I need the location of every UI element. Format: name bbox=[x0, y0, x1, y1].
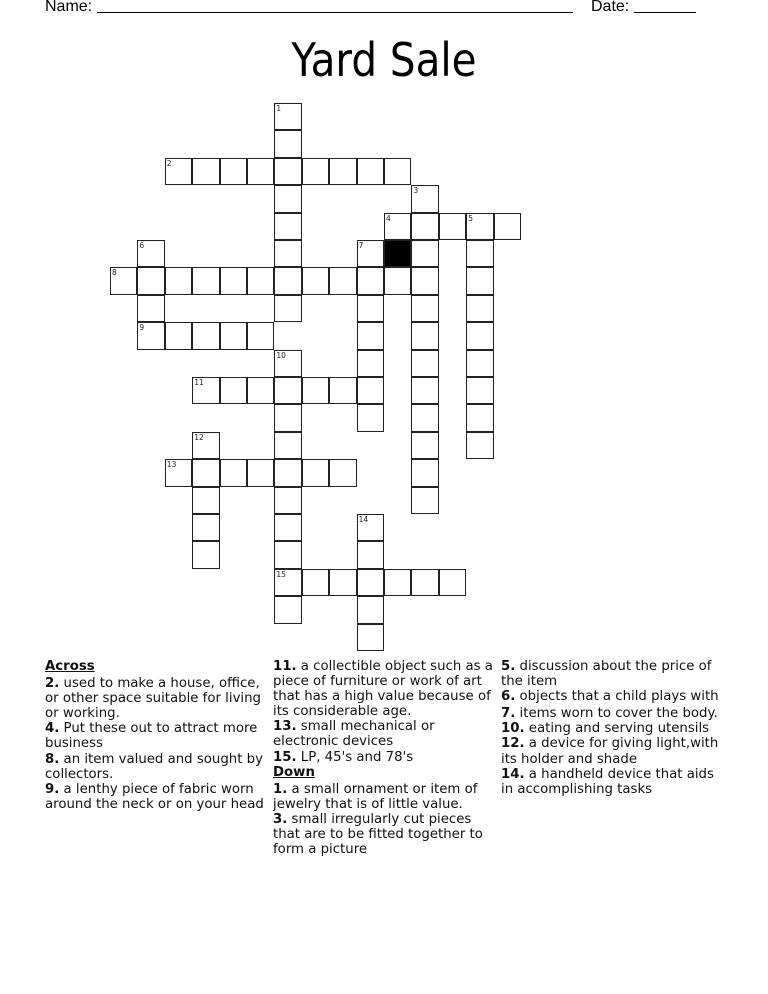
grid-cell[interactable] bbox=[384, 213, 411, 240]
grid-cell[interactable] bbox=[439, 569, 466, 596]
grid-cell[interactable] bbox=[357, 624, 384, 651]
grid-cell[interactable] bbox=[466, 295, 493, 322]
clue-across-8: 8. an item valued and sought by collectors. bbox=[45, 751, 263, 782]
clue-number: 15 bbox=[276, 569, 286, 579]
grid-cell[interactable] bbox=[220, 322, 247, 349]
clue-down-6: 6. objects that a child plays with bbox=[501, 689, 719, 705]
grid-cell[interactable] bbox=[357, 404, 384, 431]
grid-cell[interactable] bbox=[274, 185, 301, 212]
grid-cell[interactable] bbox=[192, 541, 219, 568]
grid-cell[interactable] bbox=[357, 158, 384, 185]
grid-cell[interactable] bbox=[439, 213, 466, 240]
clue-number: 9 bbox=[139, 323, 145, 333]
grid-cell[interactable] bbox=[384, 158, 411, 185]
grid-cell[interactable] bbox=[466, 377, 493, 404]
grid-cell[interactable] bbox=[411, 322, 438, 349]
grid-cell[interactable] bbox=[302, 377, 329, 404]
grid-cell[interactable] bbox=[220, 267, 247, 294]
grid-cell[interactable] bbox=[411, 267, 438, 294]
grid-cell[interactable] bbox=[274, 103, 301, 130]
clue-down-1: 1. a small ornament or item of jewelry that is of little value. bbox=[273, 781, 478, 812]
grid-cell[interactable] bbox=[165, 459, 192, 486]
grid-cell[interactable] bbox=[466, 350, 493, 377]
clues-column-3 bbox=[501, 659, 729, 797]
grid-cell[interactable] bbox=[357, 240, 384, 267]
clue-across-11: 11. a collectible object such as a piece of furniture or work of art that has a high value because of its considerable age. bbox=[273, 659, 493, 720]
grid-cell[interactable] bbox=[274, 130, 301, 157]
grid-cell[interactable] bbox=[302, 267, 329, 294]
clues-column-2 bbox=[273, 659, 501, 857]
grid-cell[interactable] bbox=[247, 267, 274, 294]
grid-cell[interactable] bbox=[411, 213, 438, 240]
clue-number: 12 bbox=[194, 432, 204, 442]
grid-cell[interactable] bbox=[357, 596, 384, 623]
clue-number: 10 bbox=[276, 350, 286, 360]
grid-cell[interactable] bbox=[384, 267, 411, 294]
grid-cell[interactable] bbox=[220, 459, 247, 486]
grid-cell[interactable] bbox=[192, 158, 219, 185]
page-title: Yard Sale bbox=[291, 33, 477, 87]
grid-cell[interactable] bbox=[165, 158, 192, 185]
grid-cell[interactable] bbox=[329, 158, 356, 185]
clue-down-7: 7. items worn to cover the body. bbox=[501, 706, 718, 722]
grid-cell[interactable] bbox=[411, 459, 438, 486]
grid-cell[interactable] bbox=[411, 569, 438, 596]
grid-cell[interactable] bbox=[274, 404, 301, 431]
grid-cell[interactable] bbox=[329, 459, 356, 486]
grid-cell[interactable] bbox=[192, 432, 219, 459]
grid-cell[interactable] bbox=[411, 432, 438, 459]
clue-number: 11 bbox=[194, 378, 204, 387]
clue-number: 4 bbox=[386, 213, 391, 223]
grid-cell[interactable] bbox=[411, 377, 438, 404]
grid-cell[interactable] bbox=[357, 514, 384, 541]
name-label: Name: bbox=[45, 0, 93, 15]
grid-cell[interactable] bbox=[192, 459, 219, 486]
grid-cell[interactable] bbox=[357, 569, 384, 596]
grid-cell[interactable] bbox=[411, 185, 438, 212]
grid-cell[interactable] bbox=[192, 267, 219, 294]
clue-down-3: 3. small irregularly cut pieces that are to be fitted together to form a picture bbox=[273, 811, 483, 858]
clue-down-14: 14. a handheld device that aids in accomplishing tasks bbox=[501, 766, 714, 797]
clue-across-9: 9. a lenthy piece of fabric worn around the neck or on your head bbox=[45, 781, 264, 812]
grid-cell[interactable] bbox=[220, 377, 247, 404]
grid-cell[interactable] bbox=[329, 267, 356, 294]
grid-cell[interactable] bbox=[411, 487, 438, 514]
grid-cell[interactable] bbox=[411, 404, 438, 431]
grid-cell[interactable] bbox=[274, 295, 301, 322]
grid-cell[interactable] bbox=[137, 322, 164, 349]
grid-cell[interactable] bbox=[274, 459, 301, 486]
clue-down-5: 5. discussion about the price of the item bbox=[501, 659, 712, 690]
grid-cell[interactable] bbox=[357, 541, 384, 568]
grid-cell[interactable] bbox=[192, 322, 219, 349]
grid-cell[interactable] bbox=[274, 213, 301, 240]
grid-cell[interactable] bbox=[274, 267, 301, 294]
grid-cell[interactable] bbox=[192, 377, 219, 404]
grid-cell[interactable] bbox=[274, 158, 301, 185]
grid-cell[interactable] bbox=[466, 240, 493, 267]
grid-cell[interactable] bbox=[274, 487, 301, 514]
grid-cell[interactable] bbox=[165, 322, 192, 349]
clue-number: 14 bbox=[358, 515, 369, 524]
grid-cell[interactable] bbox=[411, 240, 438, 267]
clue-number: 8 bbox=[112, 268, 117, 278]
grid-cell[interactable] bbox=[411, 350, 438, 377]
grid-cell[interactable] bbox=[110, 267, 137, 294]
grid-cell[interactable] bbox=[137, 240, 164, 267]
grid-cell[interactable] bbox=[466, 213, 493, 240]
grid-cell[interactable] bbox=[274, 432, 301, 459]
grid-cell[interactable] bbox=[274, 240, 301, 267]
grid-cell[interactable] bbox=[302, 569, 329, 596]
grid-cell[interactable] bbox=[466, 267, 493, 294]
clue-number: 3 bbox=[413, 186, 419, 196]
clue-across-15: 15. LP, 45's and 78's bbox=[273, 749, 414, 765]
clue-number: 13 bbox=[166, 460, 177, 470]
grid-cell[interactable] bbox=[220, 158, 247, 185]
grid-cell[interactable] bbox=[137, 295, 164, 322]
grid-cell[interactable] bbox=[357, 350, 384, 377]
grid-cell[interactable] bbox=[329, 569, 356, 596]
grid-cell[interactable] bbox=[247, 459, 274, 486]
grid-cell[interactable] bbox=[302, 459, 329, 486]
clue-number: 5 bbox=[468, 213, 473, 223]
clues-column-1 bbox=[45, 659, 273, 812]
grid-cell[interactable] bbox=[357, 267, 384, 294]
grid-cell[interactable] bbox=[411, 295, 438, 322]
clue-number: 7 bbox=[358, 241, 364, 250]
grid-cell[interactable] bbox=[466, 404, 493, 431]
grid-cell[interactable] bbox=[466, 432, 493, 459]
grid-cell[interactable] bbox=[247, 322, 274, 349]
grid-cell[interactable] bbox=[302, 158, 329, 185]
grid-cell[interactable] bbox=[274, 514, 301, 541]
grid-cell[interactable] bbox=[494, 213, 521, 240]
grid-cell[interactable] bbox=[274, 596, 301, 623]
grid-cell[interactable] bbox=[274, 541, 301, 568]
grid-cell[interactable] bbox=[274, 377, 301, 404]
grid-cell[interactable] bbox=[192, 487, 219, 514]
clue-across-13: 13. small mechanical or electronic devices bbox=[273, 719, 435, 750]
clue-across-4: 4. Put these out to attract more business bbox=[45, 721, 258, 752]
clue-across-2: 2. used to make a house, office, or other space suitable for living or working. bbox=[45, 676, 261, 722]
clue-number: 2 bbox=[166, 158, 172, 168]
grid-cell[interactable] bbox=[357, 322, 384, 349]
grid-cell[interactable] bbox=[137, 267, 164, 294]
grid-cell[interactable] bbox=[466, 322, 493, 349]
down-heading: Down bbox=[273, 764, 315, 780]
date-label: Date: bbox=[591, 0, 630, 15]
clue-number: 6 bbox=[139, 241, 145, 250]
black-cell bbox=[384, 240, 411, 267]
grid-cell[interactable] bbox=[274, 350, 301, 377]
across-heading: Across bbox=[45, 659, 95, 674]
clue-down-10: 10. eating and serving utensils bbox=[501, 721, 710, 737]
grid-cell[interactable] bbox=[357, 295, 384, 322]
grid-cell[interactable] bbox=[329, 377, 356, 404]
clue-down-12: 12. a device for giving light,with its holder and shade bbox=[501, 736, 719, 767]
grid-cell[interactable] bbox=[384, 569, 411, 596]
grid-cell[interactable] bbox=[192, 514, 219, 541]
grid-cell[interactable] bbox=[165, 267, 192, 294]
clue-number: 1 bbox=[276, 104, 282, 113]
grid-cell[interactable] bbox=[274, 569, 301, 596]
grid-cell[interactable] bbox=[357, 377, 384, 404]
grid-cell[interactable] bbox=[247, 377, 274, 404]
grid-cell[interactable] bbox=[247, 158, 274, 185]
